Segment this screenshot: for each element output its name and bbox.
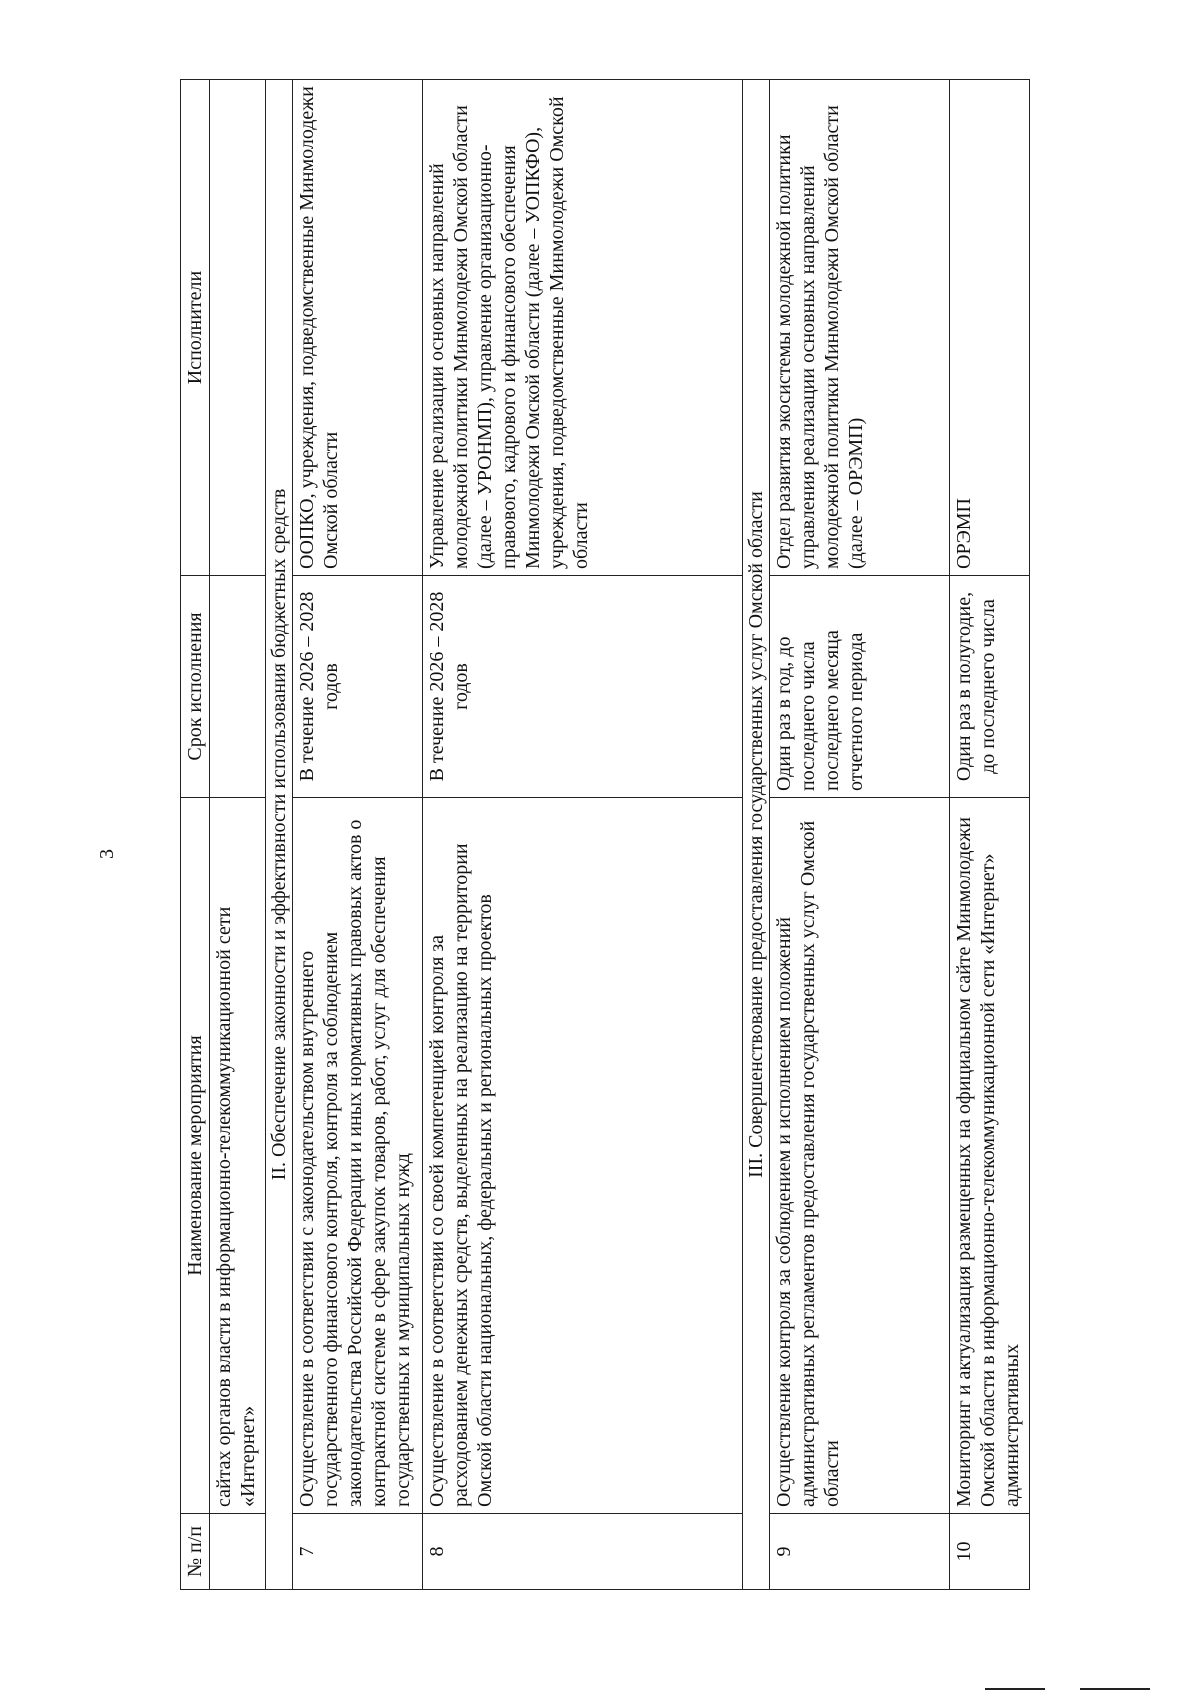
cell-num: 9 [770, 1514, 950, 1590]
header-name: Наименование мероприятия [181, 798, 210, 1514]
cell-executors: ОРЭМП [950, 80, 1030, 576]
cell-name: Осуществление в соответствии со своей компетенцией контроля за расходованием денежных средств, выделенных на реализацию на территории Омской области национальных, федеральных и региональных проектов [423, 798, 743, 1514]
header-term: Срок исполнения [181, 576, 210, 798]
cell-term [210, 576, 266, 798]
cell-term: Один раз в год, до последнего числа последнего месяца отчетного периода [770, 576, 950, 798]
section-title: III. Совершенствование предоставления государственных услуг Омской области [743, 80, 770, 1590]
page-number: 3 [96, 849, 118, 859]
cell-name: Осуществление в соответствии с законодательством внутреннего государственного финансового контроля, контроля за соблюдением законодательства Российской Федерации и иных нормативных правовых актов о контрактной системе в сфере закупок товаров, работ, услуг для обеспечения государственных и муниципальных нужд [293, 798, 423, 1514]
table-header-row [181, 80, 210, 1590]
cell-executors [210, 80, 266, 576]
section-heading-3 [743, 80, 770, 1590]
measures-table [180, 79, 1030, 1590]
cell-executors: Отдел развития экосистемы молодежной политики управления реализации основных направлений молодежной политики Минмолодежи Омской области (далее – ОРЭМП) [770, 80, 950, 576]
scan-edge-line [985, 1688, 1045, 1690]
section-heading-2 [266, 80, 293, 1590]
cell-term: Один раз в полугодие, до последнего числа [950, 576, 1030, 798]
section-title: II. Обеспечение законности и эффективности использования бюджетных средств [266, 80, 293, 1590]
cell-term: В течение 2026 – 2028 годов [423, 576, 743, 798]
table-row-10 [950, 80, 1030, 1590]
cell-num: 7 [293, 1514, 423, 1590]
header-executors: Исполнители [181, 80, 210, 576]
cell-num: 10 [950, 1514, 1030, 1590]
cell-name: сайтах органов власти в информационно-телекоммуникационной сети «Интернет» [210, 798, 266, 1514]
cell-executors: Управление реализации основных направлений молодежной политики Минмолодежи Омской области (далее – УРОНМП), управление организационно-правового, кадрового и финансового обеспечения Минмолодежи Омской области (далее – УОПКФО), учреждения, подведомственные Минмолодежи Омской области [423, 80, 743, 576]
cell-name: Мониторинг и актуализация размещенных на официальном сайте Минмолодежи Омской области в информационно-телекоммуникационной сети «Интернет» административных [950, 798, 1030, 1514]
cell-term: В течение 2026 – 2028 годов [293, 576, 423, 798]
cell-executors: ООПКО, учреждения, подведомственные Минмолодежи Омской области [293, 80, 423, 576]
cell-num [210, 1514, 266, 1590]
table-row-9 [770, 80, 950, 1590]
scan-edge-line [1080, 1688, 1150, 1690]
table-row-continuation [210, 80, 266, 1590]
table-row-8 [423, 80, 743, 1590]
cell-num: 8 [423, 1514, 743, 1590]
rotated-table-sheet [180, 80, 1037, 1590]
header-num: № п/п [181, 1514, 210, 1590]
table-row-7 [293, 80, 423, 1590]
cell-name: Осуществление контроля за соблюдением и исполнением положений административных регламентов предоставления государственных услуг Омской области [770, 798, 950, 1514]
